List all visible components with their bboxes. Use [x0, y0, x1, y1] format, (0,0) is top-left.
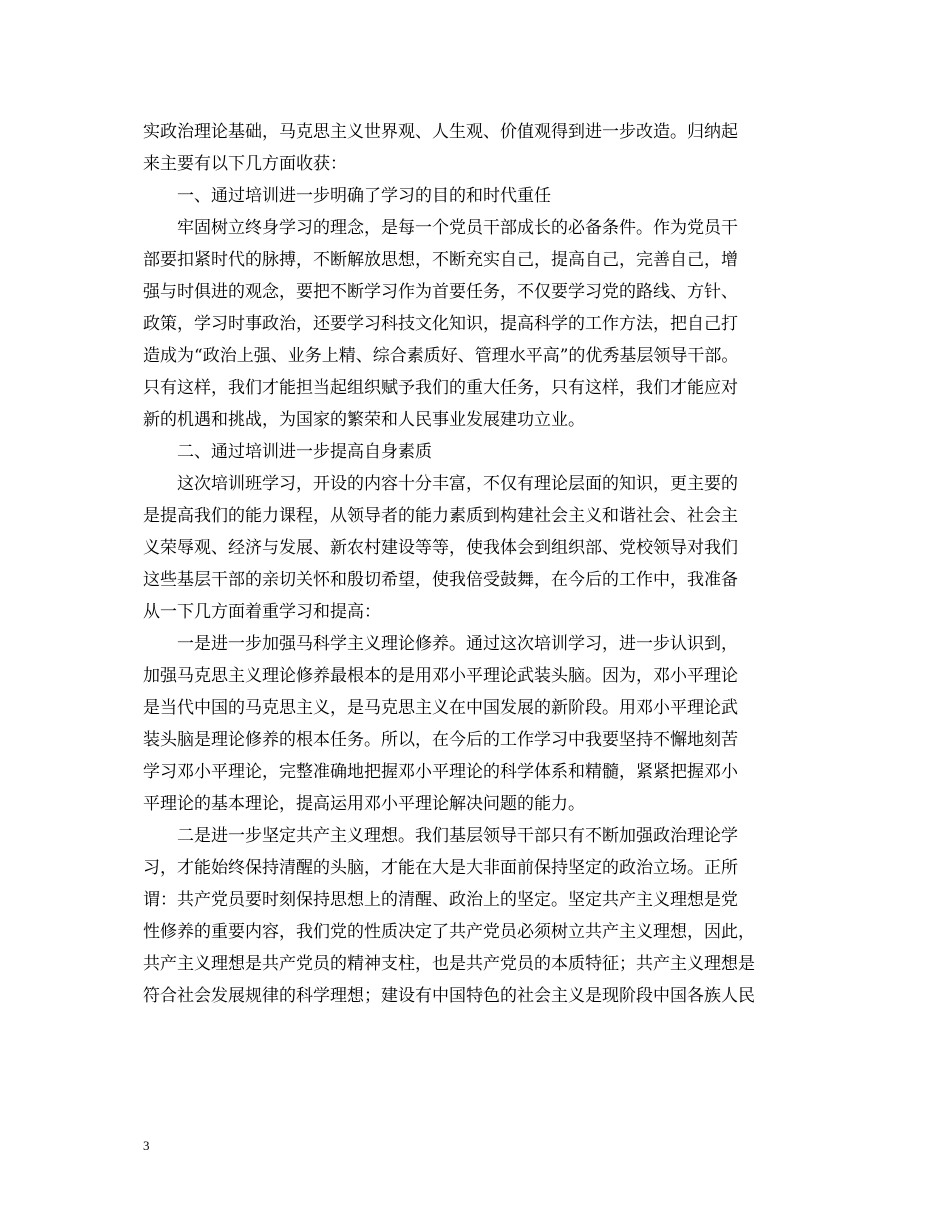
text-line: 牢固树立终身学习的理念，是每一个党员干部成长的必备条件。作为党员干 — [177, 218, 738, 238]
text-line: 是提高我们的能力课程，从领导者的能力素质到构建社会主义和谐社会、社会主 — [143, 506, 738, 526]
text-line: 造成为“政治上强、业务上精、综合素质好、管理水平高”的优秀基层领导干部。 — [143, 346, 739, 366]
page-number: 3 — [143, 1138, 150, 1153]
text-line: 强与时俱进的观念，要把不断学习作为首要任务，不仅要学习党的路线、方针、 — [143, 282, 738, 302]
document-body — [143, 116, 823, 1012]
text-line: 装头脑是理论修养的根本任务。所以，在今后的工作学习中我要坚持不懈地刻苦 — [143, 730, 738, 750]
text-line: 政策，学习时事政治，还要学习科技文化知识，提高科学的工作方法，把自己打 — [143, 314, 738, 334]
text-line: 平理论的基本理论，提高运用邓小平理论解决问题的能力。 — [143, 794, 585, 814]
text-line: 是当代中国的马克思主义，是马克思主义在中国发展的新阶段。用邓小平理论武 — [143, 698, 738, 718]
text-line: 新的机遇和挑战，为国家的繁荣和人民事业发展建功立业。 — [143, 410, 585, 430]
text-line: 共产主义理想是共产党员的精神支柱，也是共产党员的本质特征；共产主义理想是 — [143, 954, 755, 974]
text-line: 学习邓小平理论，完整准确地把握邓小平理论的科学体系和精髓，紧紧把握邓小 — [143, 762, 738, 782]
text-line: 从一下几方面着重学习和提高： — [143, 602, 381, 622]
text-line: 二是进一步坚定共产主义理想。我们基层领导干部只有不断加强政治理论学 — [177, 826, 738, 846]
text-line: 谓：共产党员要时刻保持思想上的清醒、政治上的坚定。坚定共产主义理想是党 — [143, 890, 738, 910]
text-line: 一是进一步加强马科学主义理论修养。通过这次培训学习，进一步认识到， — [177, 634, 738, 654]
text-line: 习，才能始终保持清醒的头脑，才能在大是大非面前保持坚定的政治立场。正所 — [143, 858, 738, 878]
text-line: 符合社会发展规律的科学理想；建设有中国特色的社会主义是现阶段中国各族人民 — [143, 986, 755, 1006]
text-line: 二、通过培训进一步提高自身素质 — [177, 442, 432, 462]
text-line: 部要扣紧时代的脉搏，不断解放思想，不断充实自己，提高自己，完善自己，增 — [143, 250, 738, 270]
text-line: 性修养的重要内容，我们党的性质决定了共产党员必须树立共产主义理想，因此， — [143, 922, 755, 942]
text-line: 来主要有以下几方面收获： — [143, 154, 347, 174]
text-line: 一、通过培训进一步明确了学习的目的和时代重任 — [177, 186, 551, 206]
text-line: 义荣辱观、经济与发展、新农村建设等等，使我体会到组织部、党校领导对我们 — [143, 538, 738, 558]
text-line: 实政治理论基础，马克思主义世界观、人生观、价值观得到进一步改造。归纳起 — [143, 122, 738, 142]
text-line: 这些基层干部的亲切关怀和殷切希望，使我倍受鼓舞，在今后的工作中，我准备 — [143, 570, 738, 590]
text-line: 只有这样，我们才能担当起组织赋予我们的重大任务，只有这样，我们才能应对 — [143, 378, 738, 398]
text-line: 加强马克思主义理论修养最根本的是用邓小平理论武装头脑。因为，邓小平理论 — [143, 666, 738, 686]
text-line: 这次培训班学习，开设的内容十分丰富，不仅有理论层面的知识，更主要的 — [177, 474, 738, 494]
